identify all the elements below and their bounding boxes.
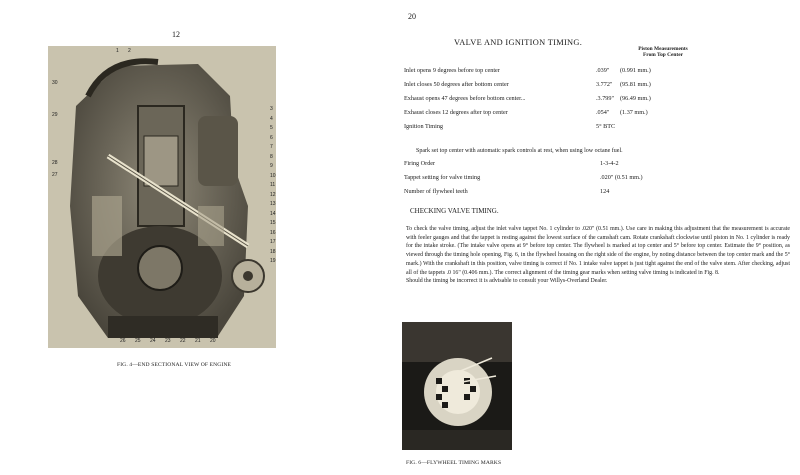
callout-number: 7 xyxy=(270,144,273,150)
column-header: Piston Measurements From Top Center xyxy=(638,46,688,59)
callout-number: 8 xyxy=(270,153,273,160)
engine-sectional-figure xyxy=(48,46,276,348)
callout-number: 28 xyxy=(52,160,58,166)
section-heading: CHECKING VALVE TIMING. xyxy=(410,207,499,215)
callout-number: 3 xyxy=(270,106,273,112)
callout-number: 10 xyxy=(270,172,276,179)
body-paragraph: To check the valve timing, adjust the inlet valve tappet No. 1 cylinder to .020" (0.51 mm.). Use care in making this adjustment that the measurement is accurate with feeler gauges and that the tappet is resting against the lowest surface of the camshaft cam. Rotate crankshaft clockwise until piston in No. 1 cylinder is ready for the intake stroke. (The intake valve opens at 9° before top center. The flywheel is marked at top center and 5° before top center. Estimate the 9° position, as viewed through the timing hole opening, Fig. 6, in the flywheel housing on the right side of the engine, by noting distance between the top center mark and the 5° mark.) With the crankshaft in this position, valve timing is correct if No. 1 intake valve tappet is just tight against the end of the valve stem. After checking, adjust all of the tappets .0 16" (0.406 mm.). The correct alignment of the timing gear marks when setting valve timing is indicated in Fig. 8. Should the timing be incorrect it is advisable to consult your Willys-Overland Dealer. xyxy=(406,226,790,285)
callout-number: 23 xyxy=(165,338,171,344)
flywheel-figure xyxy=(402,322,512,450)
page-number: 20 xyxy=(408,12,416,21)
callout-number: 21 xyxy=(195,338,201,344)
callout-number: 27 xyxy=(52,172,58,178)
engine-illustration xyxy=(48,46,276,348)
callout-number: 12 xyxy=(270,191,276,198)
section-title: VALVE AND IGNITION TIMING. xyxy=(454,38,583,47)
flywheel-photo xyxy=(402,322,512,450)
callout-number: 9 xyxy=(270,163,273,169)
callout-number: 1 xyxy=(116,48,119,54)
page-number: 12 xyxy=(172,30,180,39)
callout-number: 22 xyxy=(180,338,186,344)
callout-number: 16 xyxy=(270,229,276,236)
callout-number: 14 xyxy=(270,210,276,217)
spark-note: Spark set top center with automatic spark controls at rest, when using low octane fuel. xyxy=(416,148,623,154)
callout-number: 25 xyxy=(135,338,141,344)
callout-number: 13 xyxy=(270,201,276,207)
callout-number: 19 xyxy=(270,258,276,264)
callout-number: 4 xyxy=(270,115,273,122)
callout-number: 29 xyxy=(52,112,58,118)
callout-number: 17 xyxy=(270,239,276,245)
callout-number: 24 xyxy=(150,338,156,344)
callout-number: 18 xyxy=(270,248,276,255)
callout-number: 30 xyxy=(52,80,58,86)
callout-number: 15 xyxy=(270,220,276,226)
callout-number: 20 xyxy=(210,338,216,344)
right-page: 20 VALVE AND IGNITION TIMING. Piston Measurements From Top Center Inlet opens 9 degrees before top center .039" (0.991 mm.) Inlet closes 50 degrees after bottom center 3.772" (95.81 mm.) Exhaust opens 47 degrees before bottom center... .3.799" (96.49 mm.) Exhaust closes 12 degrees after top center .054" (1.37 mm.) Ignition Timing 5° BTC Spark set top center with automatic spark controls at rest, when using low octane fuel. Firing Order 1-3-4-2 Tappet setting for valve timing .020" (0.51 mm.) Number of flywheel teeth 124 CHECKING VALVE TIMING. To check the valve timing, adjust the inlet valve tappet No. 1 cylinder to .020" (0.51 mm.). Use care in making this adjustment that the measurement is accurate with feeler gauges and that the tappet is resting against the lowest surface of the camshaft cam. Rotate crankshaft clockwise until piston in No. 1 cylinder is ready for the intake stroke. (The intake valve opens at 9° before top center. The flywheel is marked at top center and 5° before top center. Estimate the 9° position, as viewed through the timing hole opening, Fig. 6, in the flywheel housing on the right side of the engine, by noting distance between the top center mark and the 5° mark.) With the crankshaft in this position, valve timing is correct if No. 1 intake valve tappet is just tight against the end of the valve stem. After checking, adjust all of the tappets .0 16" (0.406 mm.). The correct alignment of the timing gear marks when setting valve timing is indicated in Fig. 8. Should the timing be incorrect it is advisable to consult your Willys-Overland Dealer. FIG. 6—FLYWHEEL TIMING MARKS xyxy=(404,12,790,466)
callout-number: 2 xyxy=(128,48,131,54)
figure-caption: FIG. 6—FLYWHEEL TIMING MARKS xyxy=(406,460,502,466)
callout-number: 6 xyxy=(270,134,273,141)
callout-number: 26 xyxy=(120,338,126,344)
left-page xyxy=(0,0,380,475)
figure-caption: FIG. 4—END SECTIONAL VIEW OF ENGINE xyxy=(117,362,232,368)
callout-number: 5 xyxy=(270,125,273,131)
callout-number: 11 xyxy=(270,182,276,188)
